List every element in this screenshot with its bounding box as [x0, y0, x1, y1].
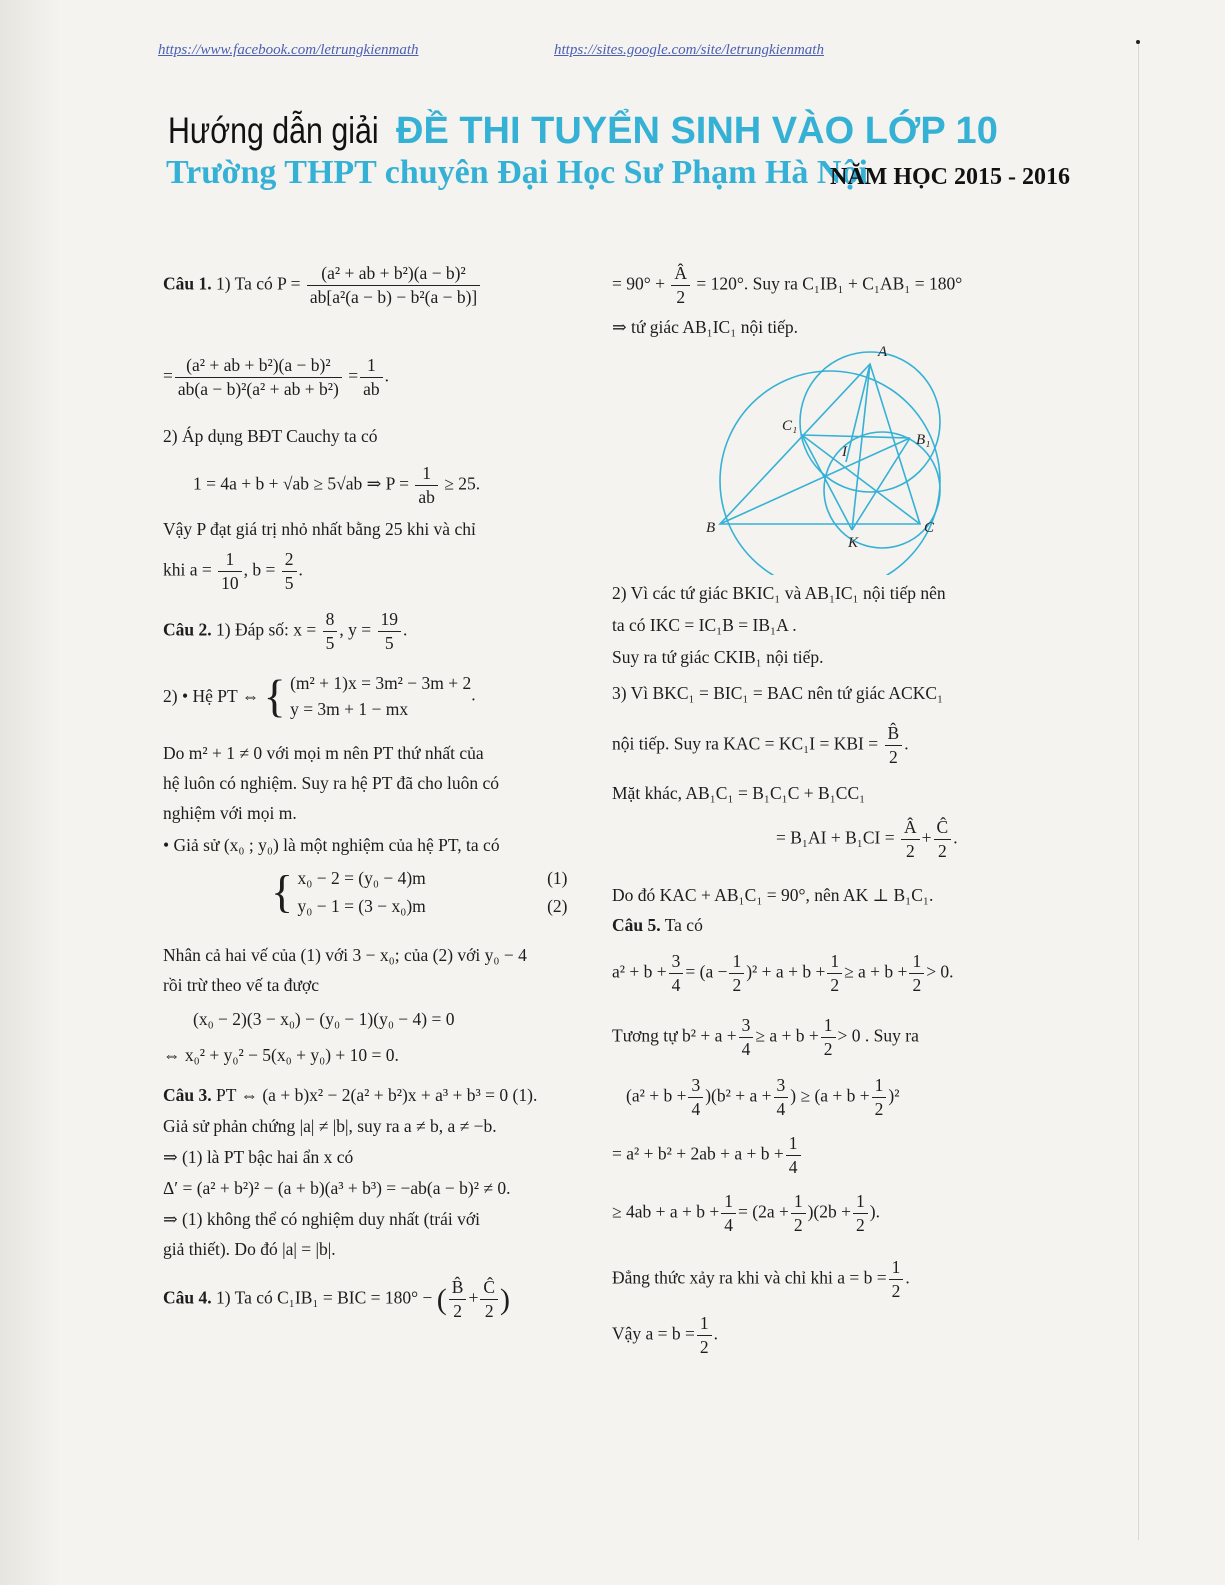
c2-sys-label: 2) • Hệ PT ⇔: [163, 685, 260, 706]
c3-text-6: giả thiết). Do đó |a| = |b|.: [163, 1239, 336, 1259]
c5-e4-f3d: 2: [856, 1214, 865, 1235]
c1-result: [360, 354, 383, 401]
c5-e1-f3: [827, 950, 842, 997]
c2-text-5: Nhân cả hai vế của (1) với 3 − x₀; của (2) với y₀ − 4: [163, 945, 527, 965]
c5-e2-f2: [774, 1074, 789, 1121]
c2-x-frac: [323, 608, 338, 655]
c5-e1-f1: [669, 950, 684, 997]
c1-num: (a² + ab + b²)(a − b)²: [307, 262, 480, 286]
c1-inequality: [193, 462, 480, 509]
c1-den: ab[a²(a − b) − b²(a − b)]: [309, 286, 478, 307]
c5-e2-f3: [872, 1074, 887, 1121]
paren-close: ): [500, 1282, 511, 1316]
c2-eq4: ⇔ x₀² + y₀² − 5(x₀ + y₀) + 10 = 0.: [163, 1045, 399, 1065]
c5-e2-f1d: 4: [691, 1098, 701, 1119]
c4-fC-num: Ĉ: [480, 1276, 498, 1300]
r9-text: = B₁AI + B₁CI =: [776, 827, 895, 848]
r-line-4: ta có IKC = IC₁B = IB₁A .: [612, 615, 797, 635]
c5-t2-f2: [821, 1014, 836, 1061]
c3-text-3: ⇒ (1) là PT bậc hai ẩn x có: [163, 1147, 354, 1167]
c5-e4-f1: [721, 1190, 736, 1237]
r-line-1: [612, 262, 962, 309]
c5-e2-d: )²: [888, 1085, 900, 1106]
line-ai: [846, 364, 870, 462]
c1-ineq-end: ≥ 25.: [444, 473, 481, 494]
r-line-9: = B₁AI + B₁CI = $\frac{Â}{2}$ + $\frac{Ĉ}{2}$ .: [776, 817, 958, 861]
question-1-label: Câu 1.: [163, 273, 212, 294]
c2-eq1-num: (1): [547, 868, 568, 888]
facebook-link[interactable]: https://www.facebook.com/letrungkienmath: [158, 42, 419, 58]
r9-c-den: 2: [937, 840, 947, 861]
r1-num: Â: [671, 262, 690, 286]
c2-eq1-row: [297, 864, 567, 892]
r-line-2: ⇒ tứ giác AB₁IC₁ nội tiếp.: [612, 317, 799, 337]
c5-e1-f4n: 1: [909, 950, 924, 974]
c2-eq2-num: (2): [547, 896, 568, 916]
c2-equations: [271, 864, 567, 920]
c2-text-4: • Giả sử (x₀ ; y₀) là một nghiệm của hệ PT, ta có: [163, 835, 500, 855]
c2-x-num: 8: [323, 608, 338, 632]
label-c: C: [924, 520, 935, 536]
c5-text-3: Đẳng thức xảy ra khi và chỉ khi a = b = $\frac{1}{2}$ .: [612, 1257, 910, 1301]
c4-line: Câu 4. 1) Ta có C₁IB₁ = BIC = 180° − ( $\frac{B̂}{2}$ + $\frac{Ĉ}{2}$ ): [163, 1277, 511, 1321]
c5-t2-f1d: 4: [741, 1038, 751, 1059]
c1-a-frac: [218, 548, 242, 595]
c1-num2: (a² + ab + b²)(a − b)²: [175, 354, 342, 378]
c5-t3-fd: 2: [891, 1280, 901, 1301]
r-line-8: Mặt khác, AB₁C₁ = B₁C₁C + B₁CC₁: [612, 783, 866, 803]
c5-e2-b: )(b² + a +: [705, 1085, 772, 1106]
sites-link[interactable]: https://sites.google.com/site/letrungkienmath: [554, 42, 824, 58]
c5-e2-f3n: 1: [872, 1074, 887, 1098]
c5-t2-a: Tương tự b² + a +: [612, 1025, 737, 1046]
scan-edge: [0, 0, 60, 1585]
label-b: B: [706, 520, 716, 536]
label-c1: C₁: [782, 418, 798, 434]
c2-eq1: x₀ − 2 = (y₀ − 4)m: [297, 868, 426, 888]
c5-text-1: Ta có: [664, 915, 703, 935]
r7-text: nội tiếp. Suy ra KAC = KC₁I = KBI =: [612, 733, 879, 754]
c3-text-4: Δ′ = (a² + b²)² − (a + b)(a³ + b³) = −ab(a − b)² ≠ 0.: [163, 1178, 511, 1198]
c5-e4-f1n: 1: [721, 1190, 736, 1214]
c3-text-5: ⇒ (1) không thể có nghiệm duy nhất (trái với: [163, 1209, 480, 1229]
r1-frac: [671, 262, 690, 309]
c5-t4-fn: 1: [697, 1312, 712, 1336]
c5-e1-f4: [909, 950, 924, 997]
question-4-label: Câu 4.: [163, 1287, 212, 1308]
c4-fB-num: B̂: [449, 1276, 467, 1300]
c1-line-2: = $\frac{\text{(a² + ab + b²)(a − b)²}}{\text{ab(a − b)²(a² + ab + b²)}}$ = $\frac{1}{ab}$ .: [163, 355, 390, 399]
c5-e4-f3n: 1: [853, 1190, 868, 1214]
r-line-6: 3) Vì BKC₁ = BIC₁ = BAC nên tứ giác ACKC₁: [612, 683, 944, 703]
c3-text-1: PT ⇔ (a + b)x² − 2(a² + b²)x + a³ + b³ = 0 (1).: [216, 1085, 538, 1105]
c4-fC: [480, 1276, 498, 1323]
title-main: ĐỀ THI TUYỂN SINH VÀO LỚP 10: [396, 110, 998, 152]
c1-fraction-2: [175, 354, 342, 401]
c5-e4-f1d: 4: [724, 1214, 733, 1235]
c5-e2-f2d: 4: [776, 1098, 786, 1119]
c5-eq3: [612, 1132, 803, 1179]
c1-den2: ab(a − b)²(a² + ab + b²): [177, 378, 339, 399]
c5-e1-f2n: 1: [729, 950, 744, 974]
title-prefix: Hướng dẫn giải: [168, 110, 379, 151]
c4-fB-den: 2: [453, 1300, 463, 1321]
c5-e1-a: a² + b +: [612, 961, 667, 982]
c5-eq1: [612, 950, 954, 997]
c5-e4-f2d: 2: [793, 1214, 803, 1235]
c5-e2-c: ) ≥ (a + b +: [790, 1085, 870, 1106]
c5-e3-f: [786, 1132, 801, 1179]
c5-t2-f2d: 2: [823, 1038, 833, 1059]
c5-t2-f1: [739, 1014, 754, 1061]
c2-eq-block: [297, 864, 567, 920]
c5-t2-f2n: 1: [821, 1014, 836, 1038]
school-name: Trường THPT chuyên Đại Học Sư Phạm Hà Nội: [166, 154, 868, 191]
c5-t3-fn: 1: [889, 1256, 904, 1280]
r9-a-den: 2: [905, 840, 915, 861]
c5-t3-a: Đẳng thức xảy ra khi và chỉ khi a = b =: [612, 1267, 887, 1288]
c5-e3-a: = a² + b² + 2ab + a + b +: [612, 1143, 784, 1164]
title-line-1: [168, 110, 998, 152]
c5-e1-d: ≥ a + b +: [844, 961, 908, 982]
c5-e2-f1: [688, 1074, 703, 1121]
c5-e1-f4d: 2: [912, 974, 922, 995]
c5-line: [612, 914, 703, 937]
r-line-10: Do đó KAC + AB₁C₁ = 90°, nên AK ⊥ B₁C₁.: [612, 885, 934, 905]
c1-intro: 1) Ta có P =: [216, 273, 301, 294]
r7-num: B̂: [885, 722, 903, 746]
c5-e2-a: (a² + b +: [626, 1085, 687, 1106]
r9-frac-a: [901, 816, 920, 863]
c4-fB: [449, 1276, 467, 1323]
r9-c-num: Ĉ: [934, 816, 952, 840]
question-2-label: Câu 2.: [163, 619, 212, 640]
c1-line: [163, 262, 482, 309]
c5-t4-f: [697, 1312, 712, 1359]
system-brace: {: [263, 670, 286, 722]
c4-fC-den: 2: [484, 1300, 494, 1321]
c2-y-frac: [378, 608, 402, 655]
c5-t2-c: > 0 . Suy ra: [837, 1025, 919, 1046]
label-k: K: [848, 535, 859, 551]
c1-ineq-frac: [415, 462, 438, 509]
c2-ans-text: 1) Đáp số: x =: [216, 619, 317, 640]
c5-e4-f2: [791, 1190, 806, 1237]
c5-e1-c: )² + a + b +: [746, 961, 826, 982]
geometry-figure: [702, 340, 1002, 575]
c1-ineq-text: 1 = 4a + b + √ab ≥ 5√ab ⇒ P =: [193, 473, 409, 494]
c1-when-text: khi a =: [163, 559, 212, 580]
c5-e2-f2n: 3: [774, 1074, 789, 1098]
equations-brace: {: [271, 866, 294, 917]
c1-b-den: 5: [284, 572, 294, 593]
c5-e1-f1n: 3: [669, 950, 684, 974]
c5-t4-fd: 2: [699, 1336, 709, 1357]
c5-e1-f3n: 1: [827, 950, 842, 974]
c5-eq4: [612, 1190, 880, 1237]
c1-fraction: [307, 262, 480, 309]
c5-e4-d: ).: [869, 1201, 880, 1222]
circle-bkic1: [720, 371, 940, 575]
r7-den: 2: [888, 746, 898, 767]
c5-e1-f2: [729, 950, 744, 997]
label-a: A: [878, 344, 888, 360]
c5-e2-f3d: 2: [874, 1098, 884, 1119]
c2-text-6: rồi trừ theo vế ta được: [163, 975, 320, 995]
title-line-2: [166, 154, 1070, 192]
label-b1: B₁: [916, 432, 931, 448]
c5-t3-f: [889, 1256, 904, 1303]
school-year: NĂM HỌC 2015 - 2016: [830, 164, 1070, 190]
r9-frac-c: [934, 816, 952, 863]
r1-end: = 120°. Suy ra C₁IB₁ + C₁AB₁ = 180°: [696, 273, 963, 294]
c2-y-text: , y =: [339, 619, 372, 640]
c5-text-2: [612, 1014, 919, 1061]
c2-eq3: (x₀ − 2)(3 − x₀) − (y₀ − 1)(y₀ − 4) = 0: [193, 1009, 455, 1029]
c1-conclusion: Vậy P đạt giá trị nhỏ nhất bằng 25 khi và chỉ: [163, 519, 476, 539]
c5-t2-f1n: 3: [739, 1014, 754, 1038]
c5-e1-e: > 0.: [926, 961, 954, 982]
line-bb1: [720, 438, 910, 524]
c1-a-num: 1: [218, 548, 242, 572]
question-3-label: Câu 3.: [163, 1085, 212, 1105]
c5-t4-a: Vậy a = b =: [612, 1323, 695, 1344]
c2-text-3: nghiệm với mọi m.: [163, 803, 297, 823]
c3-text-2: Giả sử phản chứng |a| ≠ |b|, suy ra a ≠ b, a ≠ −b.: [163, 1116, 497, 1136]
c5-e4-b: = (2a +: [738, 1201, 789, 1222]
c4-text-1: 1) Ta có C₁IB₁ = BIC = 180° −: [216, 1287, 433, 1308]
header-links: [158, 42, 824, 59]
c2-y-den: 5: [384, 632, 394, 653]
c1-when: khi a = $\frac{1}{10}$ , b = $\frac{2}{5}$ .: [163, 549, 303, 593]
c1-ineq-den: ab: [418, 486, 435, 507]
c5-t2-b: ≥ a + b +: [755, 1025, 819, 1046]
c2-text-1: Do m² + 1 ≠ 0 với mọi m nên PT thứ nhất của: [163, 743, 484, 763]
c2-sys1: (m² + 1)x = 3m² − 3m + 2: [290, 673, 472, 693]
c2-sys2: y = 3m + 1 − mx: [290, 699, 409, 720]
c1-part2: 2) Áp dụng BĐT Cauchy ta có: [163, 426, 378, 446]
question-5-label: Câu 5.: [612, 915, 661, 935]
r-line-5: Suy ra tứ giác CKIB₁ nội tiếp.: [612, 647, 824, 667]
c5-e3-fn: 1: [786, 1132, 801, 1156]
paren-open: (: [436, 1282, 447, 1316]
c2-y-num: 19: [378, 608, 402, 632]
c1-res-num: 1: [360, 354, 383, 378]
c5-eq2: [626, 1074, 900, 1121]
c2-eq2: y₀ − 1 = (3 − x₀)m: [297, 896, 426, 916]
c2-sys-eqs: [290, 670, 471, 723]
c5-e4-c: )(2b +: [807, 1201, 851, 1222]
c5-e3-fd: 4: [788, 1156, 798, 1177]
c1-b-text: , b =: [243, 559, 276, 580]
c5-e4-f3: [853, 1190, 868, 1237]
page-fold-line: [1138, 40, 1139, 1540]
r9-a-num: Â: [901, 816, 920, 840]
c2-line: Câu 2. 1) Đáp số: x = $\frac{8}{5}$ , y = $\frac{19}{5}$ .: [163, 609, 408, 653]
c5-e1-f3d: 2: [830, 974, 840, 995]
c5-text-4: Vậy a = b = $\frac{1}{2}$ .: [612, 1313, 719, 1357]
label-i: I: [842, 444, 847, 460]
c2-eq2-row: [297, 892, 567, 920]
c5-e1-b: = (a −: [685, 961, 728, 982]
c3-line: [163, 1084, 537, 1107]
c5-e4-f2n: 1: [791, 1190, 806, 1214]
c1-b-frac: [282, 548, 297, 595]
c2-x-den: 5: [325, 632, 335, 653]
r-line-7: nội tiếp. Suy ra KAC = KC₁I = KBI = $\frac{B̂}{2}$ .: [612, 723, 909, 767]
r-line-3: 2) Vì các tứ giác BKIC₁ và AB₁IC₁ nội tiếp nên: [612, 583, 946, 603]
c5-e4-a: ≥ 4ab + a + b +: [612, 1201, 720, 1222]
c1-a-den: 10: [221, 572, 239, 593]
c1-res-den: ab: [363, 378, 380, 399]
r1-text: = 90° +: [612, 273, 665, 294]
c1-ineq-num: 1: [415, 462, 438, 486]
r7-frac: [885, 722, 903, 769]
c2-text-2: hệ luôn có nghiệm. Suy ra hệ PT đã cho luôn có: [163, 773, 500, 793]
c5-e1-f2d: 2: [732, 974, 742, 995]
c5-e1-f1d: 4: [671, 974, 681, 995]
scan-dot: [1136, 40, 1140, 44]
c5-e2-f1n: 3: [688, 1074, 703, 1098]
c1-b-num: 2: [282, 548, 297, 572]
r1-den: 2: [676, 286, 686, 307]
c2-system: 2) • Hệ PT ⇔ { (m² + 1)x = 3m² − 3m + 2 y = 3m + 1 − mx .: [163, 670, 476, 722]
